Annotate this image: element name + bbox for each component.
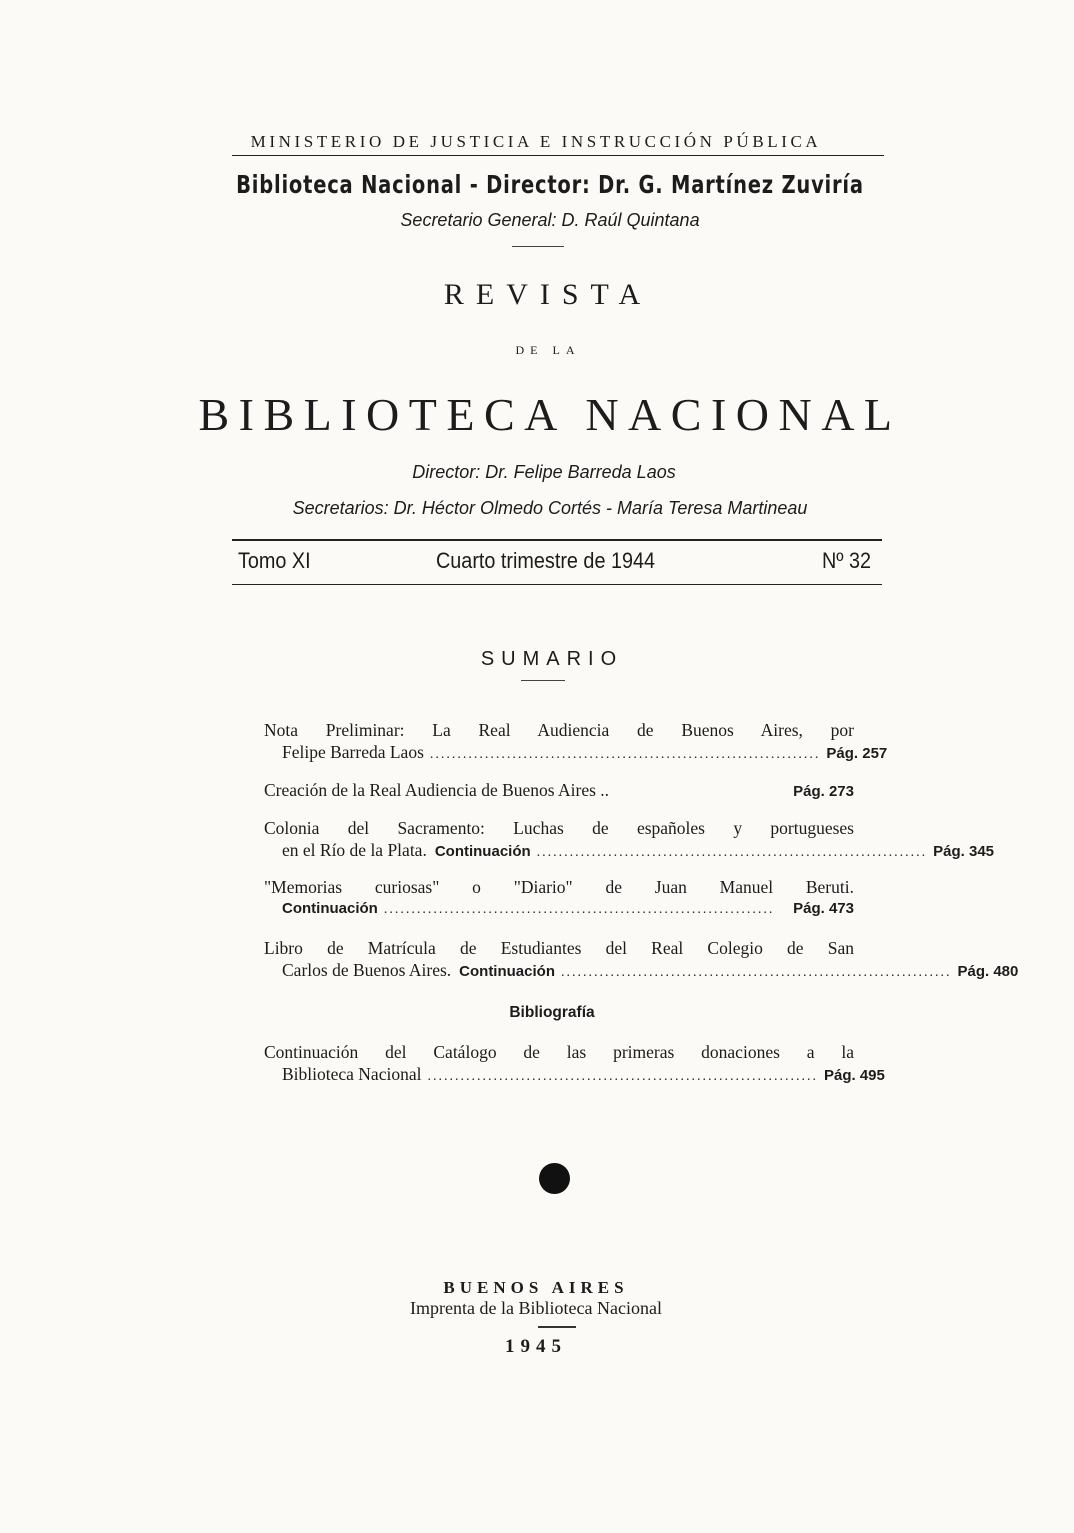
divider: [512, 246, 564, 247]
leader-dots: .......................................................................: [429, 747, 821, 762]
issue-rule-bottom: [232, 584, 882, 585]
toc-entry: [264, 779, 854, 803]
toc-entry: [264, 817, 995, 864]
toc-entry-subtitle: Biblioteca Nacional: [282, 1064, 422, 1084]
imprint-divider: [538, 1326, 576, 1328]
director-line: Director: Dr. Felipe Barreda Laos: [412, 462, 676, 482]
issue-rule-top: [232, 539, 882, 541]
biblioteca-nacional-title: BIBLIOTECA NACIONAL: [198, 389, 902, 440]
continuacion-label: Continuación: [434, 843, 531, 860]
toc-page: Pág. 273: [793, 783, 854, 800]
toc-page: Pág. 345: [933, 843, 995, 860]
bibliografia-heading: Bibliografía: [509, 1004, 595, 1021]
toc-entry-title: Nota Preliminar: La Real Audiencia de Buenos Aires, por: [264, 720, 854, 740]
ornament-dot-icon: [539, 1163, 570, 1194]
toc-page: Pág. 257: [826, 745, 888, 762]
toc-page: Pág. 473: [793, 900, 854, 917]
toc-entry: [264, 937, 1019, 984]
toc-entry-title: Libro de Matrícula de Estudiantes del Real Colegio de San: [264, 938, 854, 958]
year-line: 1945: [505, 1336, 567, 1357]
toc-entry-title: "Memorias curiosas" o "Diario" de Juan Manuel Beruti.: [264, 877, 854, 897]
leader-dots: .......................................................................: [560, 965, 952, 980]
toc-entry-title: Colonia del Sacramento: Luchas de españoles y portugueses: [264, 818, 854, 838]
toc-entry-title: Continuación del Catálogo de las primeras donaciones a la: [264, 1042, 854, 1062]
tomo-label: Tomo XI: [238, 548, 311, 573]
toc-page: Pág. 480: [957, 963, 1019, 980]
secretarios-line: Secretarios: Dr. Héctor Olmedo Cortés - María Teresa Martineau: [292, 498, 808, 518]
sumario-heading: SUMARIO: [480, 648, 624, 670]
toc-entry: [264, 719, 888, 766]
leader-dots: .......................................................................: [383, 902, 775, 917]
continuacion-label: Continuación: [459, 963, 555, 980]
toc-entry-author: Felipe Barreda Laos: [282, 742, 424, 762]
toc-entry: [264, 1041, 885, 1088]
sumario-divider: [521, 680, 565, 681]
trimestre-label: Cuarto trimestre de 1944: [436, 548, 656, 573]
toc-entry-title: Creación de la Real Audiencia de Buenos Aires ..: [264, 780, 610, 800]
city-line: BUENOS AIRES: [443, 1278, 629, 1297]
leader-dots: .......................................................................: [427, 1069, 818, 1084]
continuacion-label: Continuación: [282, 900, 378, 917]
printer-line: Imprenta de la Biblioteca Nacional: [410, 1298, 662, 1318]
toc-entry-subtitle: en el Río de la Plata.: [282, 840, 427, 860]
ministerio-line: MINISTERIO DE JUSTICIA E INSTRUCCIÓN PÚBLICA: [250, 132, 822, 151]
revista-title: REVISTA: [443, 278, 653, 311]
toc-entry-subtitle: Carlos de Buenos Aires.: [282, 960, 452, 980]
leader-dots: .......................................................................: [536, 845, 928, 860]
toc-page: Pág. 495: [823, 1067, 885, 1084]
top-rule: [232, 155, 884, 156]
toc-entry: [264, 876, 854, 921]
numero-label: Nº 32: [822, 548, 872, 573]
de-la-title: DE LA: [515, 343, 581, 357]
secretario-general-line: Secretario General: D. Raúl Quintana: [400, 210, 700, 230]
biblioteca-director-line: Biblioteca Nacional - Director: Dr. G. Martínez Zuviría: [236, 170, 864, 199]
